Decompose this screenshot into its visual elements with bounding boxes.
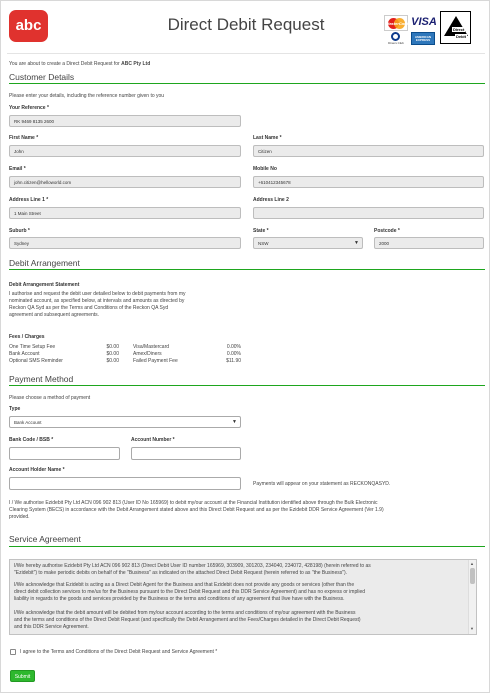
diners-club-logo-icon: Diners Club: [384, 32, 408, 46]
statement-text: I authorise and request the debit user detailed below to debit payments from my nominated account, as specified below, at intervals and amounts as directed by Reckon QA Syd as per the Terms and Conditions of the Reckon QA Syd agreement and subsequent agreements.: [9, 291, 186, 318]
mobile-label: Mobile No: [253, 166, 277, 172]
logo-text: abc: [15, 17, 42, 34]
fee-name: Bank Account: [9, 351, 40, 357]
intro-company: ABC Pty Ltd: [121, 61, 151, 67]
last-name-input[interactable]: Citizen: [253, 145, 484, 157]
fees-label: Fees / Charges: [9, 334, 45, 340]
submit-button[interactable]: Submit: [10, 670, 35, 682]
section-divider: [9, 546, 485, 547]
address2-input[interactable]: [253, 207, 484, 219]
section-customer-details: Customer Details: [9, 72, 75, 82]
chevron-down-icon: ▼: [354, 240, 359, 246]
section-divider: [9, 385, 485, 386]
postcode-label: Postcode *: [374, 228, 400, 234]
email-label: Email *: [9, 166, 26, 172]
chevron-down-icon: ▼: [232, 419, 237, 425]
agree-checkbox[interactable]: [10, 649, 16, 655]
suburb-input[interactable]: Sydney: [9, 237, 241, 249]
account-number-label: Account Number *: [131, 437, 175, 443]
intro-text: You are about to create a Direct Debit Request for ABC Pty Ltd: [9, 61, 151, 67]
fee-amount: $0.00: [106, 351, 119, 357]
fee-amount: $11.90: [226, 358, 241, 364]
visa-logo-icon: VISA: [411, 16, 437, 28]
fee-amount: 0.00%: [226, 344, 241, 350]
type-label: Type: [9, 406, 21, 412]
section-payment-method: Payment Method: [9, 374, 74, 384]
fee-name: Visa/Mastercard: [133, 344, 170, 350]
section-service-agreement: Service Agreement: [9, 534, 81, 544]
mastercard-logo-icon: MasterCard: [384, 15, 408, 31]
first-name-input[interactable]: John: [9, 145, 241, 157]
account-number-input[interactable]: [131, 447, 241, 460]
statement-label: Debit Arrangement Statement: [9, 282, 80, 288]
fee-name: Failed Payment Fee: [133, 358, 178, 364]
bsb-label: Bank Code / BSB *: [9, 437, 54, 443]
header-divider: [7, 53, 485, 54]
scroll-down-icon[interactable]: ▼: [470, 626, 474, 631]
agreement-paragraph: I/We hereby authorise Ezidebit Pty Ltd ACN 096 902 813 (Direct Debit User ID number 165969, 303909, 301203, 234040, 234072, 428198) (herein referred to as "Ezidebit") to make periodic debits on behalf of the "Business" as indicated on the attached Direct Debit Request (herein referred to as "the Business").: [14, 563, 371, 576]
reference-label: Your Reference *: [9, 105, 49, 111]
fee-name: One Time Setup Fee: [9, 344, 56, 350]
account-holder-input[interactable]: [9, 477, 241, 490]
fee-amount: 0.00%: [226, 351, 241, 357]
amex-logo-icon: AMERICAN EXPRESS: [411, 32, 435, 45]
agreement-paragraph: I/We acknowledge that Ezidebit is acting as a Direct Debit Agent for the Business and that Ezidebit does not provide any goods or services (other than the direct debit collection services to me/us for the Business pursuant to the Direct Debit Request and this DDR Service Agreement) and has no express or implied liability in regards to the goods and services provided by the Business or the terms and conditions of any agreement that I/we have with the Business.: [14, 582, 366, 602]
state-select[interactable]: NSW ▼: [253, 237, 363, 249]
state-label: State *: [253, 228, 269, 234]
agreement-paragraph: I/We acknowledge that the debit amount will be debited from my/our account according to the terms and conditions of my/our agreement with the Business and the terms and conditions of the Direct Debit Request (and specifically the Debit Arrangement and the Fees/Charges detailed in the Direct Debit Request) and this DDR Service Agreement.: [14, 610, 361, 630]
section-divider: [9, 83, 485, 84]
page-header: [1, 1, 490, 51]
address2-label: Address Line 2: [253, 197, 289, 203]
last-name-label: Last Name *: [253, 135, 282, 141]
agree-label: I agree to the Terms and Conditions of the Direct Debit Request and Service Agreement *: [20, 649, 218, 655]
section-debit-arrangement: Debit Arrangement: [9, 258, 80, 268]
account-holder-label: Account Holder Name *: [9, 467, 65, 473]
payment-instructions: Please choose a method of payment: [9, 395, 91, 401]
fee-name: Optional SMS Reminder: [9, 358, 63, 364]
payment-type-select[interactable]: Bank Account ▼: [9, 416, 241, 428]
agreement-scrollbar[interactable]: [468, 560, 476, 634]
direct-debit-logo-icon: Direct Debit: [440, 11, 471, 44]
address1-label: Address Line 1 *: [9, 197, 49, 203]
company-logo: [9, 10, 48, 42]
first-name-label: First Name *: [9, 135, 39, 141]
postcode-input[interactable]: 2000: [374, 237, 484, 249]
bsb-input[interactable]: [9, 447, 120, 460]
page-title: Direct Debit Request: [167, 15, 325, 34]
reference-input[interactable]: RK 9469 8135 2600: [9, 115, 241, 127]
suburb-label: Suburb *: [9, 228, 30, 234]
mobile-input[interactable]: +61041234567​8: [253, 176, 484, 188]
fee-amount: $0.00: [106, 358, 119, 364]
scroll-up-icon[interactable]: ▲: [470, 561, 474, 566]
authorisation-text: I / We authorise Ezidebit Pty Ltd ACN 096 902 813 (User ID No 165969) to debit my/our account at the Financial Institution identified above through the Bulk Electronic Clearing System (BECS) in accordance with the Debit Arrangement stated above and this Direct Debit Request and as per the Ezidebit DDR Service Agreement (Ver 1.9) provided.: [9, 500, 384, 520]
address1-input[interactable]: 1 Main Street: [9, 207, 241, 219]
statement-note: Payments will appear on your statement as RECKONQASYD.: [253, 481, 391, 487]
scrollbar-thumb[interactable]: [470, 568, 475, 584]
fee-amount: $0.00: [106, 344, 119, 350]
fee-name: Amex/Diners: [133, 351, 162, 357]
customer-instructions: Please enter your details, including the reference number given to you: [9, 93, 165, 99]
section-divider: [9, 269, 485, 270]
service-agreement-textbox[interactable]: [9, 559, 477, 635]
email-input[interactable]: john.citizen@helloworld.com: [9, 176, 241, 188]
